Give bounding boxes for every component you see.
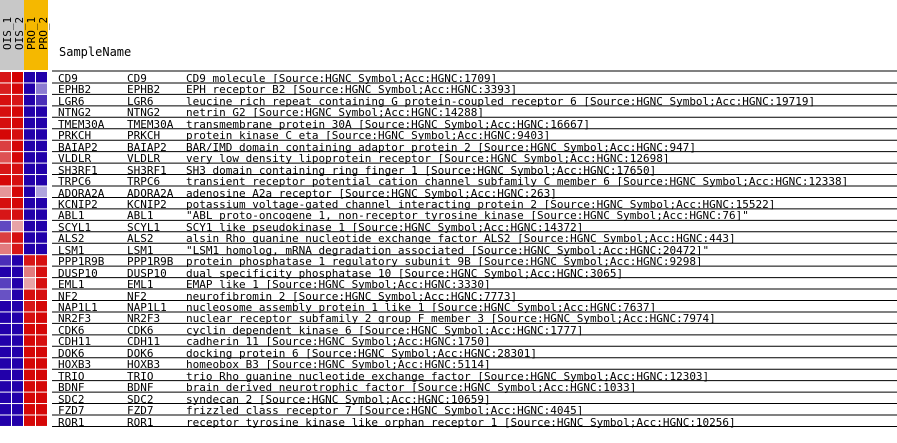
- row-symbol: BDNF: [58, 381, 85, 395]
- row-symbol: FZD7: [58, 404, 85, 418]
- heatmap-cell: [0, 209, 11, 219]
- heatmap-cell: [36, 141, 47, 151]
- heatmap-cell: [24, 83, 35, 93]
- heatmap-cell: [36, 95, 47, 105]
- row-description: nuclear receptor subfamily 2 group F member 3 [Source:HGNC Symbol;Acc:HGNC:7974]: [186, 312, 716, 326]
- row-symbol: CD9: [58, 72, 78, 85]
- heatmap-cell: [12, 324, 23, 334]
- row-description: BAR/IMD domain containing adaptor protein 2 [Source:HGNC Symbol;Acc:HGNC:947]: [186, 140, 696, 154]
- row-gene: KCNIP2: [127, 197, 167, 211]
- row-symbol: TMEM30A: [58, 117, 105, 131]
- heatmap-cell: [24, 404, 35, 414]
- heatmap-cell: [24, 255, 35, 265]
- row-description: homeobox B3 [Source:HGNC Symbol;Acc:HGNC:5114]: [186, 358, 491, 372]
- heatmap-cell: [24, 358, 35, 368]
- heatmap-cell: [0, 370, 11, 380]
- row-description: frizzled class receptor 7 [Source:HGNC Symbol;Acc:HGNC:4045]: [186, 404, 584, 418]
- row-symbol: ROR1: [58, 415, 85, 429]
- heatmap-cell: [24, 221, 35, 231]
- heatmap-cell: [0, 404, 11, 414]
- row-symbol: NR2F3: [58, 312, 92, 326]
- sample-name-header: SampleName: [59, 45, 132, 59]
- heatmap-cell: [36, 404, 47, 414]
- heatmap-cell: [36, 416, 47, 426]
- heatmap-cell: [24, 118, 35, 128]
- row-symbol: KCNIP2: [58, 197, 98, 211]
- row-gene: HOXB3: [127, 358, 161, 372]
- row-gene: NTNG2: [127, 106, 161, 120]
- heatmap-cell: [12, 106, 23, 116]
- heatmap-cell: [12, 164, 23, 174]
- row-gene: ROR1: [127, 415, 154, 429]
- heatmap-cell: [36, 83, 47, 93]
- heatmap-cell: [12, 83, 23, 93]
- heatmap-cell: [24, 290, 35, 300]
- heatmap-cell: [12, 381, 23, 391]
- row-symbol: ABL1: [58, 209, 85, 223]
- heatmap-cell: [12, 267, 23, 277]
- heatmap-cell: [12, 416, 23, 426]
- row-symbol: LGR6: [58, 94, 85, 108]
- heatmap-cell: [36, 312, 47, 322]
- row-description: transmembrane protein 30A [Source:HGNC Symbol;Acc:HGNC:16667]: [186, 117, 590, 131]
- row-symbol: SCYL1: [58, 220, 92, 234]
- row-gene: SCYL1: [127, 220, 161, 234]
- row-gene: TRPC6: [127, 175, 161, 189]
- row-gene: PPP1R9B: [127, 255, 174, 269]
- heatmap-cell: [0, 301, 11, 311]
- column-label-ois-2: OIS_2: [13, 16, 26, 50]
- row-gene: NF2: [127, 289, 147, 303]
- heatmap-cell: [36, 232, 47, 242]
- heatmap-cell: [36, 244, 47, 254]
- heatmap-cell: [0, 278, 11, 288]
- row-description: leucine rich repeat containing G protein-coupled receptor 6 [Source:HGNC Symbol;Acc:HGNC:19719]: [186, 94, 816, 108]
- heatmap-cell: [0, 164, 11, 174]
- row-description: EPH receptor B2 [Source:HGNC Symbol;Acc:HGNC:3393]: [186, 83, 518, 97]
- heatmap-cell: [12, 221, 23, 231]
- heatmap-cell: [0, 118, 11, 128]
- heatmap-cell: [24, 187, 35, 197]
- heatmap-cell: [0, 198, 11, 208]
- row-description: syndecan 2 [Source:HGNC Symbol;Acc:HGNC:10659]: [186, 392, 491, 406]
- heatmap-cell: [36, 358, 47, 368]
- heatmap-cell: [0, 358, 11, 368]
- heatmap-cell: [0, 221, 11, 231]
- heatmap-cell: [36, 381, 47, 391]
- row-symbol: EPHB2: [58, 83, 92, 97]
- row-symbol: EML1: [58, 278, 85, 292]
- heatmap-cell: [24, 72, 35, 82]
- row-gene: CDH11: [127, 335, 161, 349]
- heatmap-cell: [12, 347, 23, 357]
- heatmap-cell: [24, 301, 35, 311]
- row-description: cadherin 11 [Source:HGNC Symbol;Acc:HGNC:1750]: [186, 335, 491, 349]
- heatmap-cell: [12, 175, 23, 185]
- heatmap-cell: [0, 324, 11, 334]
- row-description: "LSM1 homolog, mRNA degradation associated [Source:HGNC Symbol;Acc:HGNC:20472]": [186, 243, 710, 257]
- heatmap-cell: [24, 129, 35, 139]
- heatmap-cell: [36, 324, 47, 334]
- heatmap-cell: [36, 164, 47, 174]
- heatmap-cell: [12, 232, 23, 242]
- heatmap-cell: [36, 255, 47, 265]
- heatmap-cell: [24, 335, 35, 345]
- row-description: CD9 molecule [Source:HGNC Symbol;Acc:HGNC:1709]: [186, 72, 498, 85]
- heatmap-cell: [12, 95, 23, 105]
- heatmap-cell: [36, 175, 47, 185]
- row-gene: EML1: [127, 278, 154, 292]
- row-description: brain derived neurotrophic factor [Source:HGNC Symbol;Acc:HGNC:1033]: [186, 381, 637, 395]
- heatmap-cell: [12, 335, 23, 345]
- heatmap-cell: [0, 393, 11, 403]
- heatmap-cell: [12, 301, 23, 311]
- heatmap-cell: [0, 255, 11, 265]
- heatmap-cell: [24, 152, 35, 162]
- heatmap-cell: [12, 141, 23, 151]
- heatmap-cell: [0, 152, 11, 162]
- row-description: docking protein 6 [Source:HGNC Symbol;Acc:HGNC:28301]: [186, 346, 537, 360]
- heatmap-cell: [36, 290, 47, 300]
- heatmap-cell: [24, 370, 35, 380]
- heatmap-cell: [36, 347, 47, 357]
- heatmap-cell: [12, 312, 23, 322]
- row-description: protein kinase C eta [Source:HGNC Symbol;Acc:HGNC:9403]: [186, 129, 551, 143]
- row-description: alsin Rho guanine nucleotide exchange factor ALS2 [Source:HGNC Symbol;Acc:HGNC:443]: [186, 232, 736, 246]
- row-gene: DUSP10: [127, 266, 167, 280]
- heatmap-cell: [36, 301, 47, 311]
- heatmap-cell: [0, 244, 11, 254]
- heatmap-cell: [12, 370, 23, 380]
- heatmap-cell: [0, 232, 11, 242]
- heatmap-cell: [24, 209, 35, 219]
- heatmap-cell: [0, 129, 11, 139]
- heatmap-cell: [12, 152, 23, 162]
- row-description: netrin G2 [Source:HGNC Symbol;Acc:HGNC:14288]: [186, 106, 485, 120]
- heatmap-cell: [36, 267, 47, 277]
- row-gene: ADORA2A: [127, 186, 174, 200]
- row-symbol: HOXB3: [58, 358, 92, 372]
- heatmap-cell: [12, 118, 23, 128]
- row-description: SCY1 like pseudokinase 1 [Source:HGNC Symbol;Acc:HGNC:14372]: [186, 220, 584, 234]
- heatmap-cell: [36, 393, 47, 403]
- heatmap-cell: [24, 312, 35, 322]
- row-symbol: NF2: [58, 289, 78, 303]
- row-gene: LSM1: [127, 243, 154, 257]
- row-symbol: NTNG2: [58, 106, 92, 120]
- row-symbol: ADORA2A: [58, 186, 105, 200]
- row-gene: TMEM30A: [127, 117, 174, 131]
- heatmap-cell: [36, 187, 47, 197]
- row-symbol: BAIAP2: [58, 140, 98, 154]
- row-description: adenosine A2a receptor [Source:HGNC Symbol;Acc:HGNC:263]: [186, 186, 557, 200]
- row-symbol: DOK6: [58, 346, 85, 360]
- heatmap-cell: [12, 209, 23, 219]
- row-description: trio Rho guanine nucleotide exchange factor [Source:HGNC Symbol;Acc:HGNC:12303]: [186, 369, 710, 383]
- heatmap-cell: [24, 347, 35, 357]
- row-gene: NR2F3: [127, 312, 161, 326]
- row-description: EMAP like 1 [Source:HGNC Symbol;Acc:HGNC:3330]: [186, 278, 491, 292]
- row-description: cyclin dependent kinase 6 [Source:HGNC Symbol;Acc:HGNC:1777]: [186, 323, 584, 337]
- heatmap-cell: [36, 198, 47, 208]
- heatmap-cell: [0, 267, 11, 277]
- row-description: receptor tyrosine kinase like orphan receptor 1 [Source:HGNC Symbol;Acc:HGNC:10256]: [186, 415, 736, 429]
- heatmap-cell: [24, 141, 35, 151]
- heatmap-cell: [24, 164, 35, 174]
- heatmap-cell: [24, 381, 35, 391]
- heatmap-cell: [36, 209, 47, 219]
- heatmap-cell: [0, 312, 11, 322]
- row-description: neurofibromin 2 [Source:HGNC Symbol;Acc:HGNC:7773]: [186, 289, 518, 303]
- heatmap-cell: [0, 72, 11, 82]
- row-symbol: LSM1: [58, 243, 85, 257]
- heatmap-cell: [0, 347, 11, 357]
- row-gene: VLDLR: [127, 152, 161, 166]
- heatmap-cell: [0, 106, 11, 116]
- column-label-pro-1: PRO_1: [25, 16, 38, 50]
- row-symbol: VLDLR: [58, 152, 92, 166]
- row-symbol: CDH11: [58, 335, 92, 349]
- row-description: transient receptor potential cation channel subfamily C member 6 [Source:HGNC Symbol;Acc:HGNC:12338]: [186, 175, 849, 189]
- heatmap-cell: [24, 175, 35, 185]
- heatmap-cell: [12, 198, 23, 208]
- heatmap-cell: [0, 95, 11, 105]
- heatmap-cell: [36, 72, 47, 82]
- heatmap-cell: [24, 267, 35, 277]
- heatmap-cell: [36, 221, 47, 231]
- row-gene: FZD7: [127, 404, 154, 418]
- row-gene: NAP1L1: [127, 301, 167, 314]
- heatmap-cell: [36, 370, 47, 380]
- heatmap-cell: [12, 72, 23, 82]
- row-description: potassium voltage-gated channel interacting protein 2 [Source:HGNC Symbol;Acc:HGNC:15522]: [186, 197, 776, 211]
- heatmap-cell: [36, 106, 47, 116]
- heatmap-cell: [0, 141, 11, 151]
- heatmap-cell: [12, 129, 23, 139]
- row-symbol: SDC2: [58, 392, 85, 406]
- row-gene: DOK6: [127, 346, 154, 360]
- heatmap-cell: [0, 187, 11, 197]
- row-gene: CD9: [127, 72, 147, 85]
- row-gene: SDC2: [127, 392, 154, 406]
- row-symbol: NAP1L1: [58, 301, 98, 314]
- heatmap-cell: [36, 152, 47, 162]
- heatmap-cell: [24, 393, 35, 403]
- row-description: very low density lipoprotein receptor [Source:HGNC Symbol;Acc:HGNC:12698]: [186, 152, 670, 166]
- heatmap-cell: [36, 278, 47, 288]
- heatmap-cell: [36, 118, 47, 128]
- row-symbol: DUSP10: [58, 266, 98, 280]
- heatmap-cell: [12, 278, 23, 288]
- heatmap-cell: [0, 335, 11, 345]
- row-gene: ALS2: [127, 232, 154, 246]
- heatmap-cell: [12, 358, 23, 368]
- row-description: dual specificity phosphatase 10 [Source:HGNC Symbol;Acc:HGNC:3065]: [186, 266, 624, 280]
- row-description: SH3 domain containing ring finger 1 [Source:HGNC Symbol;Acc:HGNC:17650]: [186, 163, 657, 177]
- heatmap-cell: [24, 106, 35, 116]
- heatmap-cell: [24, 198, 35, 208]
- heatmap-cell: [0, 381, 11, 391]
- row-symbol: PPP1R9B: [58, 255, 105, 269]
- heatmap-cell: [0, 83, 11, 93]
- heatmap-cell: [24, 232, 35, 242]
- row-gene: SH3RF1: [127, 163, 167, 177]
- row-gene: EPHB2: [127, 83, 161, 97]
- row-symbol: ALS2: [58, 232, 85, 246]
- heatmap-cell: [0, 416, 11, 426]
- row-symbol: CDK6: [58, 323, 85, 337]
- heatmap-cell: [0, 290, 11, 300]
- row-gene: ABL1: [127, 209, 154, 223]
- row-symbol: SH3RF1: [58, 163, 98, 177]
- row-gene: LGR6: [127, 94, 154, 108]
- heatmap-cell: [12, 244, 23, 254]
- heatmap-cell: [0, 175, 11, 185]
- row-symbol: TRIO: [58, 369, 85, 383]
- row-gene: BDNF: [127, 381, 154, 395]
- heatmap-cell: [24, 324, 35, 334]
- heatmap-cell: [24, 278, 35, 288]
- heatmap-cell: [12, 393, 23, 403]
- heatmap-cell: [24, 95, 35, 105]
- heatmap-cell: [12, 255, 23, 265]
- heatmap-cell: [36, 335, 47, 345]
- heatmap-cell: [12, 290, 23, 300]
- row-description: protein phosphatase 1 regulatory subunit 9B [Source:HGNC Symbol;Acc:HGNC:9298]: [186, 255, 703, 269]
- row-gene: BAIAP2: [127, 140, 167, 154]
- row-description: nucleosome assembly protein 1 like 1 [Source:HGNC Symbol;Acc:HGNC:7637]: [186, 301, 657, 314]
- row-description: "ABL proto-oncogene 1, non-receptor tyrosine kinase [Source:HGNC Symbol;Acc:HGNC:76]": [186, 209, 749, 223]
- heatmap-cell: [36, 129, 47, 139]
- row-gene: TRIO: [127, 369, 154, 383]
- heatmap-cell: [24, 416, 35, 426]
- heatmap-cell: [12, 187, 23, 197]
- row-symbol: PRKCH: [58, 129, 92, 143]
- heatmap-cell: [24, 244, 35, 254]
- heatmap-cell: [12, 404, 23, 414]
- row-gene: PRKCH: [127, 129, 161, 143]
- row-symbol: TRPC6: [58, 175, 92, 189]
- column-label-pro-2: PRO_2: [37, 16, 50, 50]
- row-gene: CDK6: [127, 323, 154, 337]
- column-label-ois-1: OIS_1: [1, 16, 14, 50]
